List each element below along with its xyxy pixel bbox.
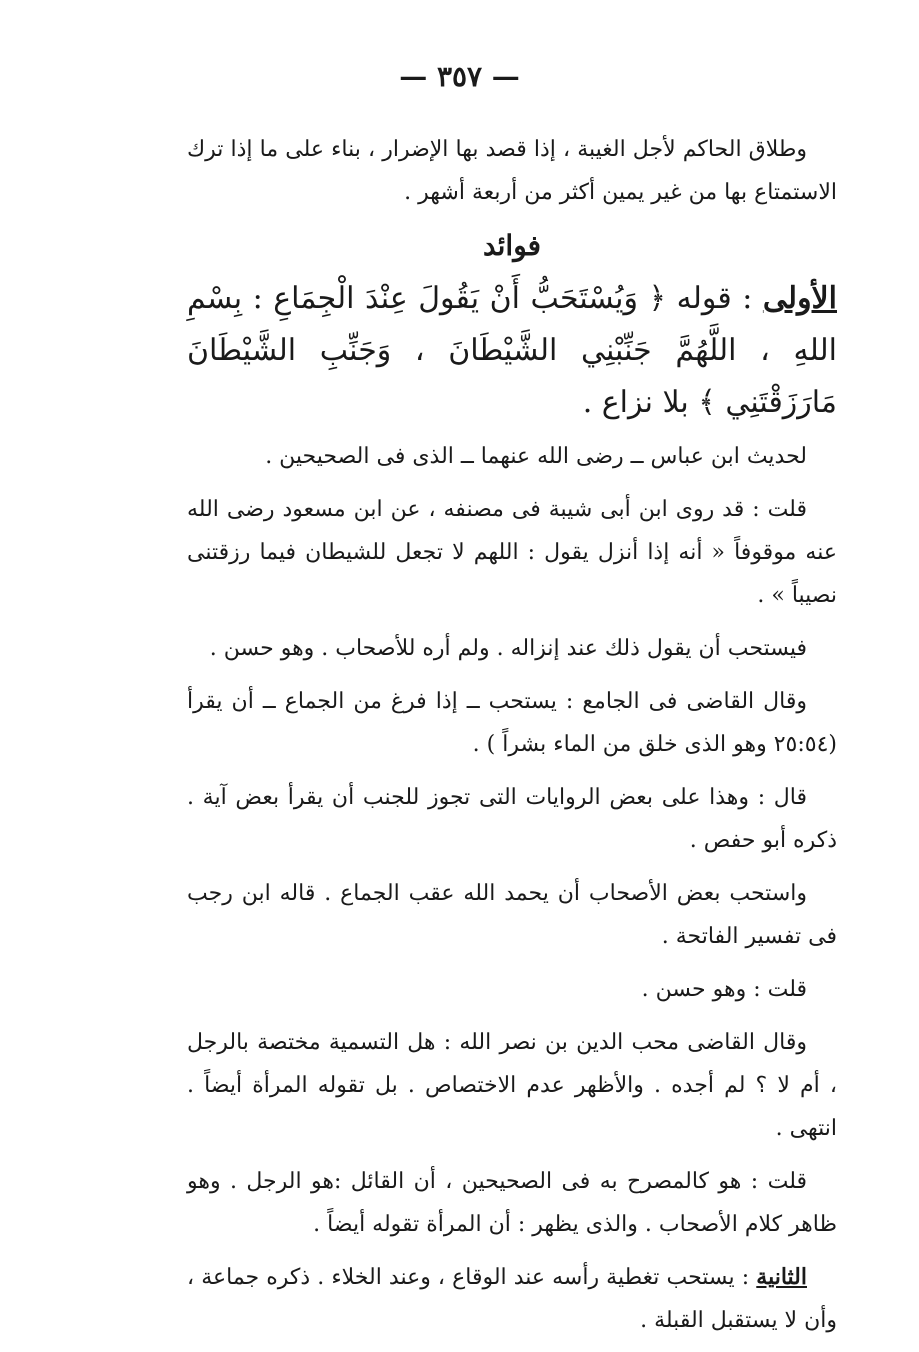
paragraph: وقال القاضى محب الدين بن نصر الله : هل التسمية مختصة بالرجل ، أم لا ؟ لم أجده . والأظهر عدم الاختصاص . بل تقوله المرأة أيضاً . انتهى . [187, 1030, 838, 1141]
first-benefit-label: الأولى [762, 281, 837, 316]
paragraph: فيستحب أن يقول ذلك عند إنزاله . ولم أره للأصحاب . وهو حسن . [209, 636, 807, 661]
paragraph: وقال القاضى فى الجامع : يستحب ــ إذا فرغ من الجماع ــ أن يقرأ (٢٥:٥٤ وهو الذى خلق من الماء بشراً ) . [187, 689, 837, 757]
body-text [187, 128, 837, 1352]
paragraph: قلت : هو كالمصرح به فى الصحيحين ، أن القائل :هو الرجل . وهو ظاهر كلام الأصحاب . والذى يظهر : أن المرأة تقوله أيضاً . [187, 1169, 837, 1237]
first-benefit-text: : قوله ﴿ وَيُسْتَحَبُّ أَنْ يَقُولَ عِنْدَ الْجِمَاعِ : بِسْمِ اللهِ ، اللَّهُمَّ جَنِّبْنِي الشَّيْطَانَ ، وَجَنِّبِ الشَّيْطَانَ مَارَزَقْتَنِي ﴾ بلا نزاع . [187, 281, 837, 420]
second-benefit-paragraph [187, 1256, 837, 1342]
paragraph: واستحب بعض الأصحاب أن يحمد الله عقب الجماع . قاله ابن رجب فى تفسير الفاتحة . [187, 881, 837, 949]
second-benefit-label: الثانية [756, 1264, 807, 1290]
second-benefit-text: : يستحب تغطية رأسه عند الوقاع ، وعند الخلاء . ذكره جماعة ، وأن لا يستقبل القبلة . [187, 1265, 837, 1333]
page-number: — ٣٥٧ — [399, 60, 520, 93]
section-heading: فوائد [482, 229, 542, 262]
paragraph: قلت : وهو حسن . [641, 977, 807, 1002]
first-benefit-paragraph [187, 273, 837, 429]
paragraph: قال : وهذا على بعض الروايات التى تجوز للجنب أن يقرأ بعض آية . ذكره أبو حفص . [187, 785, 837, 853]
paragraph: قلت : قد روى ابن أبى شيبة فى مصنفه ، عن ابن مسعود رضى الله عنه موقوفاً « أنه إذا أنزل يقول : اللهم لا تجعل للشيطان فيما رزقتنى نصيباً » . [187, 497, 837, 608]
paragraph: لحديث ابن عباس ــ رضى الله عنهما ــ الذى فى الصحيحين . [265, 444, 807, 469]
intro-paragraph: وطلاق الحاكم لأجل الغيبة ، إذا قصد بها الإضرار ، بناء على ما إذا ترك الاستمتاع بها من غير يمين أكثر من أربعة أشهر . [187, 137, 837, 205]
